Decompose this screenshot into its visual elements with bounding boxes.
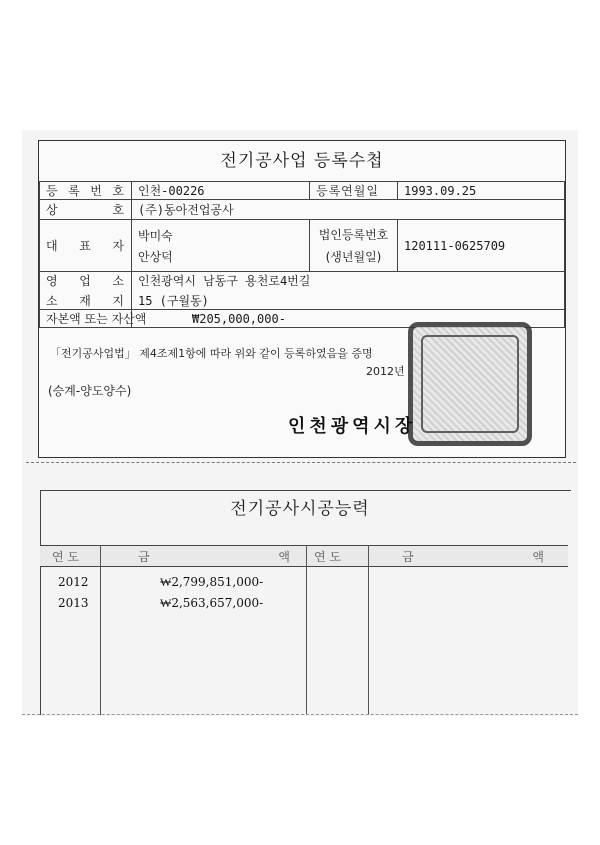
capacity-row-amount: ₩2,563,657,000- <box>160 596 264 610</box>
cut-line-divider <box>26 462 576 463</box>
official-seal-stamp <box>408 322 532 446</box>
corp-reg-label-cell <box>310 220 398 272</box>
office-label: 영 업 소 <box>46 274 125 288</box>
header-year: 연 도 <box>52 550 79 564</box>
succession-note: (승계-양도양수) <box>48 384 132 398</box>
capital-label: 자본액 또는 자산액 <box>40 310 132 328</box>
location-label: 소 재 지 <box>46 294 125 308</box>
column-divider <box>368 545 369 715</box>
corp-reg-sub-label: (생년월일) <box>325 250 382 264</box>
header-amount: 금 액 <box>138 550 298 564</box>
trade-name-label: 상 호 <box>40 200 132 220</box>
address-line-2: 15 (구월동) <box>138 294 209 308</box>
capacity-row-year: 2012 <box>58 575 89 589</box>
issuer-name: 인천광역시장 <box>288 416 417 437</box>
column-divider <box>100 545 101 715</box>
capacity-title: 전기공사시공능력 <box>230 499 370 519</box>
representative-names <box>132 220 310 272</box>
representative-label: 대 표 자 <box>40 220 132 272</box>
representative-name-1: 박미숙 <box>138 228 173 243</box>
corp-reg-value: 120111-0625709 <box>398 220 565 272</box>
reg-date-label: 등록연월일 <box>310 182 398 200</box>
capacity-table-header <box>40 545 568 567</box>
certificate-title: 전기공사업 등록수첩 <box>220 151 384 171</box>
representative-name-2: 안상덕 <box>138 249 173 264</box>
location-label-cell <box>40 272 132 310</box>
certification-statement: 「전기공사업법」 제4조제1항에 따라 위와 같이 등록하였음을 증명 <box>50 347 373 360</box>
corp-reg-label: 법인등록번호 <box>318 228 389 242</box>
reg-no-label: 등 록 번 호 <box>40 182 132 200</box>
paper-bottom-edge <box>22 714 578 715</box>
header-year-2: 연 도 <box>314 550 341 564</box>
capacity-row-amount: ₩2,799,851,000- <box>160 575 264 589</box>
header-amount-2: 금 액 <box>402 550 552 564</box>
trade-name-value: (주)동아전업공사 <box>132 200 565 220</box>
reg-no-value: 인천-00226 <box>132 182 310 200</box>
issue-year: 2012년 <box>366 365 405 378</box>
registration-table <box>39 181 565 328</box>
capital-amount: ₩205,000,000- <box>192 311 286 326</box>
reg-date-value: 1993.09.25 <box>398 182 565 200</box>
address-cell <box>132 272 565 310</box>
capacity-row-year: 2013 <box>58 596 89 610</box>
column-divider <box>306 545 307 715</box>
address-line-1: 인천광역시 남동구 용천로4번길 <box>138 274 311 288</box>
